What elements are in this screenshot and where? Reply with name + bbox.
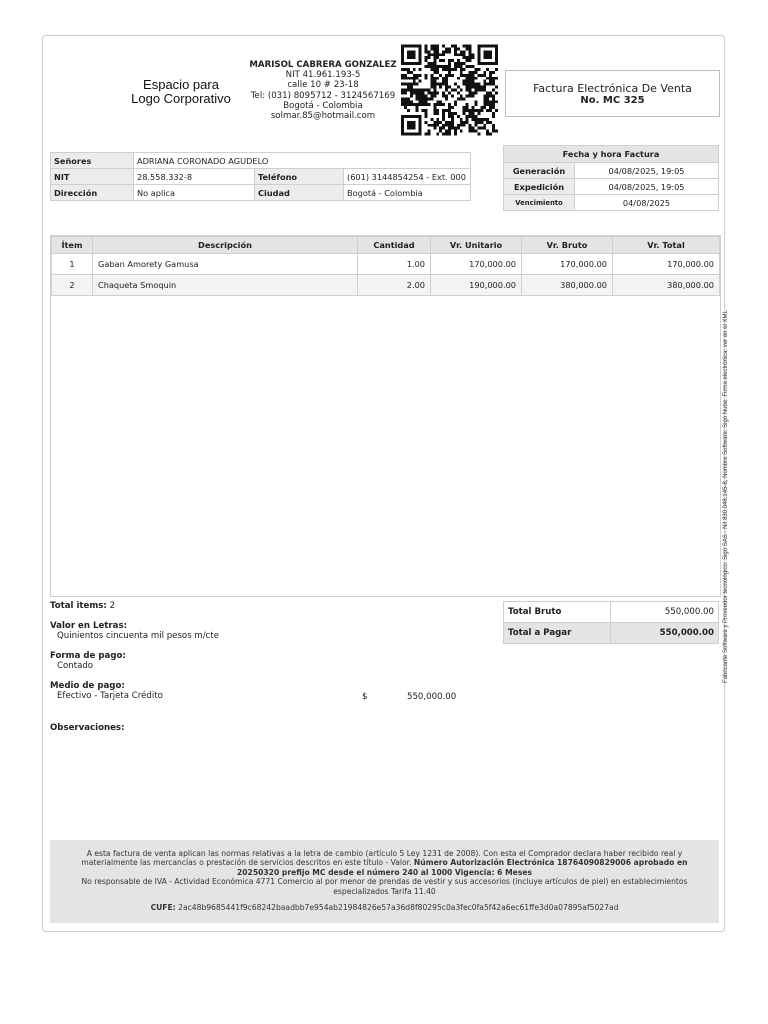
item-gross: 170,000.00 xyxy=(522,254,613,275)
totals-table xyxy=(503,601,719,644)
authorization-text: Número Autorización Electrónica 18764090829006 aprobado en 20250320 prefijo MC desde el número 240 al 1000 Vigencia: 6 Meses xyxy=(236,858,688,877)
generation-label: Generación xyxy=(504,163,575,179)
item-description: Gaban Amorety Gamusa xyxy=(93,254,358,275)
col-gross: Vr. Bruto xyxy=(522,237,613,254)
item-number: 1 xyxy=(52,254,93,275)
client-nit: 28.558.332-8 xyxy=(134,169,255,185)
client-nit-label: NIT xyxy=(51,169,134,185)
document-title: Factura Electrónica De Venta xyxy=(533,82,692,95)
client-city-label: Ciudad xyxy=(255,185,344,201)
issuer-address: calle 10 # 23-18 xyxy=(287,80,359,91)
invoice-summary xyxy=(50,601,219,733)
amount-in-words: Quinientos cincuenta mil pesos m/cte xyxy=(57,631,220,641)
amount-in-words-label: Valor en Letras: xyxy=(50,621,127,631)
total-to-pay-value: 550,000.00 xyxy=(611,623,719,644)
issuer-name: MARISOL CABRERA GONZALEZ xyxy=(249,60,397,70)
payment-method-amount xyxy=(362,692,457,702)
table-row xyxy=(52,254,720,275)
tax-info-text: No responsable de IVA - Actividad Económica 4771 Comercio al por menor de prendas de vestir y sus accesorios (incluye artículos de piel) en establecimientos especializados Tarifa 11.40 xyxy=(81,877,688,896)
items-table-container xyxy=(50,235,721,597)
legal-footer xyxy=(50,840,719,923)
logo-line-1: Espacio para xyxy=(143,77,219,92)
total-items-value: 2 xyxy=(109,601,116,611)
item-number: 2 xyxy=(52,275,93,296)
col-total: Vr. Total xyxy=(613,237,720,254)
table-row xyxy=(52,275,720,296)
issuer-nit: NIT 41.961.193-5 xyxy=(285,70,361,81)
legal-text: A esta factura de venta aplican las normas relativas a la letra de cambio (artículo 5 Ley 1231 de 2008). Con esta el Comprador declara haber recibido real y materialmente las mercancías o prestación de servicios descritos en este título - Valor. xyxy=(81,849,683,868)
issuer-info xyxy=(248,60,398,121)
client-city: Bogotá - Colombia xyxy=(344,185,471,201)
logo-line-2: Logo Corporativo xyxy=(131,91,231,106)
payment-form-label: Forma de pago: xyxy=(50,651,126,661)
qr-code-icon xyxy=(401,44,498,136)
item-unit-price: 170,000.00 xyxy=(431,254,522,275)
col-quantity: Cantidad xyxy=(358,237,431,254)
client-address: No aplica xyxy=(134,185,255,201)
payment-method: Efectivo - Tarjeta Crédito xyxy=(57,691,163,701)
item-total: 380,000.00 xyxy=(613,275,720,296)
dates-table xyxy=(503,145,719,211)
col-description: Descripción xyxy=(93,237,358,254)
generation-date: 04/08/2025, 19:05 xyxy=(575,163,719,179)
cufe-value: 2ac48b9685441f9c68242baadbb7e954ab21984826e57a36d8f80295c0a3fec0fa5f42a6ec61ffe3d0a07895af5027ad xyxy=(178,903,619,913)
item-total: 170,000.00 xyxy=(613,254,720,275)
total-items-label: Total items: xyxy=(50,601,107,611)
cufe-label: CUFE: xyxy=(150,903,176,913)
client-name: ADRIANA CORONADO AGUDELO xyxy=(134,153,471,169)
client-info-table xyxy=(50,152,471,201)
document-title-box xyxy=(505,70,720,117)
total-to-pay-label: Total a Pagar xyxy=(504,623,611,644)
item-quantity: 1.00 xyxy=(358,254,431,275)
dates-header: Fecha y hora Factura xyxy=(504,146,719,163)
client-address-label: Dirección xyxy=(51,185,134,201)
payment-amount: 550,000.00 xyxy=(407,692,457,702)
item-gross: 380,000.00 xyxy=(522,275,613,296)
observations-label: Observaciones: xyxy=(50,723,125,733)
document-number: No. MC 325 xyxy=(580,95,645,106)
item-unit-price: 190,000.00 xyxy=(431,275,522,296)
issuer-phone: Tel: (031) 8095712 - 3124567169 xyxy=(250,90,396,101)
expedition-date: 04/08/2025, 19:05 xyxy=(575,179,719,195)
client-phone-label: Teléfono xyxy=(255,169,344,185)
item-quantity: 2.00 xyxy=(358,275,431,296)
col-item: Ítem xyxy=(52,237,93,254)
col-unit-price: Vr. Unitario xyxy=(431,237,522,254)
software-provider-note: Fabricante Software y Proveedor tecnológico: Sigo SAS - Nit 830.048.145-8, Nombre Software: Sigo Nube. Firma electrónica: ver en el XML xyxy=(723,310,729,683)
logo-placeholder xyxy=(122,78,240,106)
items-table xyxy=(51,236,720,296)
due-date: 04/08/2025 xyxy=(575,195,719,211)
payment-form: Contado xyxy=(57,661,94,671)
currency-symbol: $ xyxy=(362,692,368,702)
gross-total-value: 550,000.00 xyxy=(611,602,719,623)
expedition-label: Expedición xyxy=(504,179,575,195)
item-description: Chaqueta Smoquin xyxy=(93,275,358,296)
issuer-email: solmar.85@hotmail.com xyxy=(270,111,376,122)
payment-method-label: Medio de pago: xyxy=(50,681,125,691)
senores-label: Señores xyxy=(51,153,134,169)
client-phone: (601) 3144854254 - Ext. 000 xyxy=(344,169,471,185)
issuer-city: Bogotá - Colombia xyxy=(283,100,363,111)
due-label: Vencimiento xyxy=(504,195,575,211)
gross-total-label: Total Bruto xyxy=(504,602,611,623)
